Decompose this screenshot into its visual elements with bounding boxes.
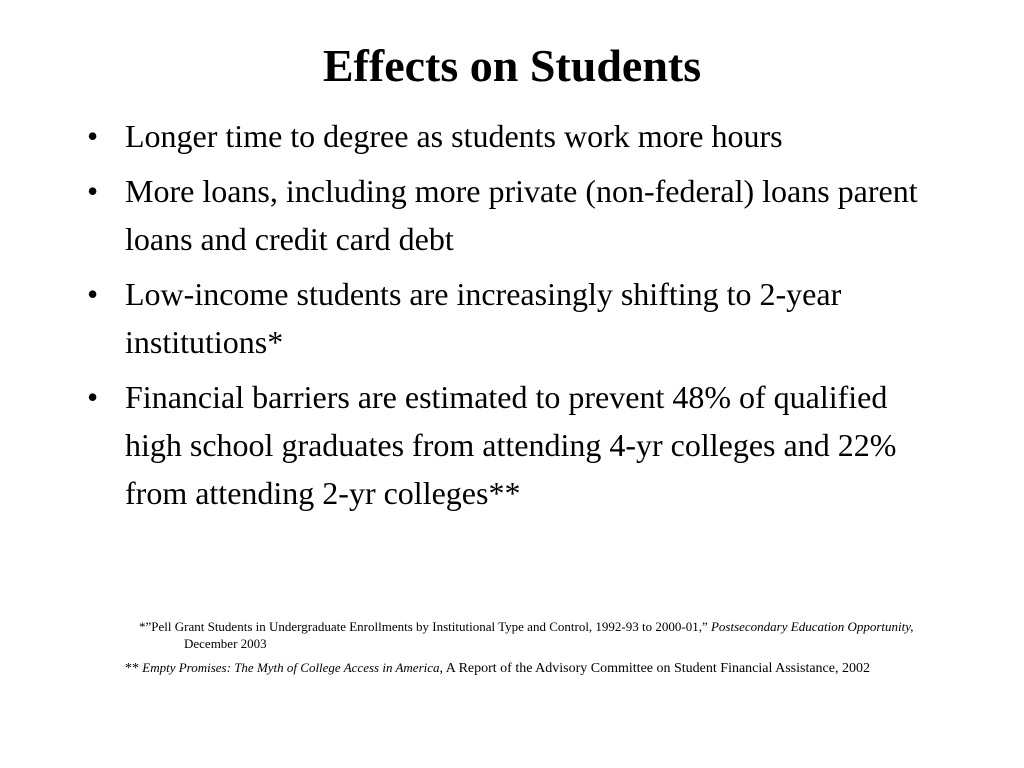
footnote-pell-grant-source: Postsecondary Education Opportunity, — [710, 619, 914, 634]
footnote-pell-grant-date: December 2003 — [184, 636, 267, 651]
footnote-empty-promises-marker: ** — [125, 661, 139, 676]
bullet-item — [85, 373, 945, 517]
bullet-list — [85, 112, 945, 524]
footnotes — [125, 618, 945, 679]
bullet-text: More loans, including more private (non-federal) loans parent loans and credit card debt — [125, 173, 918, 257]
bullet-marker: • — [87, 118, 99, 154]
footnote-empty-promises-title: Empty Promises: The Myth of College Access in America — [142, 660, 440, 675]
bullet-item — [85, 112, 945, 160]
bullet-marker: • — [87, 173, 99, 209]
footnote-empty-promises-text: , A Report of the Advisory Committee on Student Financial Assistance, 2002 — [439, 661, 870, 676]
bullet-text: Financial barriers are estimated to prevent 48% of qualified high school graduates from attending 4-yr colleges and 22% from attending 2-yr colleges** — [125, 379, 897, 511]
footnote-pell-grant-text: *”Pell Grant Students in Undergraduate Enrollments by Institutional Type and Control, 1992-93 to 2000-01,” — [139, 619, 708, 634]
slide-title: Effects on Students — [322, 40, 702, 91]
bullet-item — [85, 167, 945, 263]
bullet-text: Longer time to degree as students work more hours — [125, 118, 783, 154]
bullet-item — [85, 270, 945, 366]
bullet-marker: • — [87, 276, 99, 312]
footnote-empty-promises — [125, 658, 945, 679]
footnote-pell-grant — [139, 618, 945, 652]
bullet-marker: • — [87, 379, 99, 415]
bullet-text: Low-income students are increasingly shifting to 2-year institutions* — [125, 276, 842, 360]
